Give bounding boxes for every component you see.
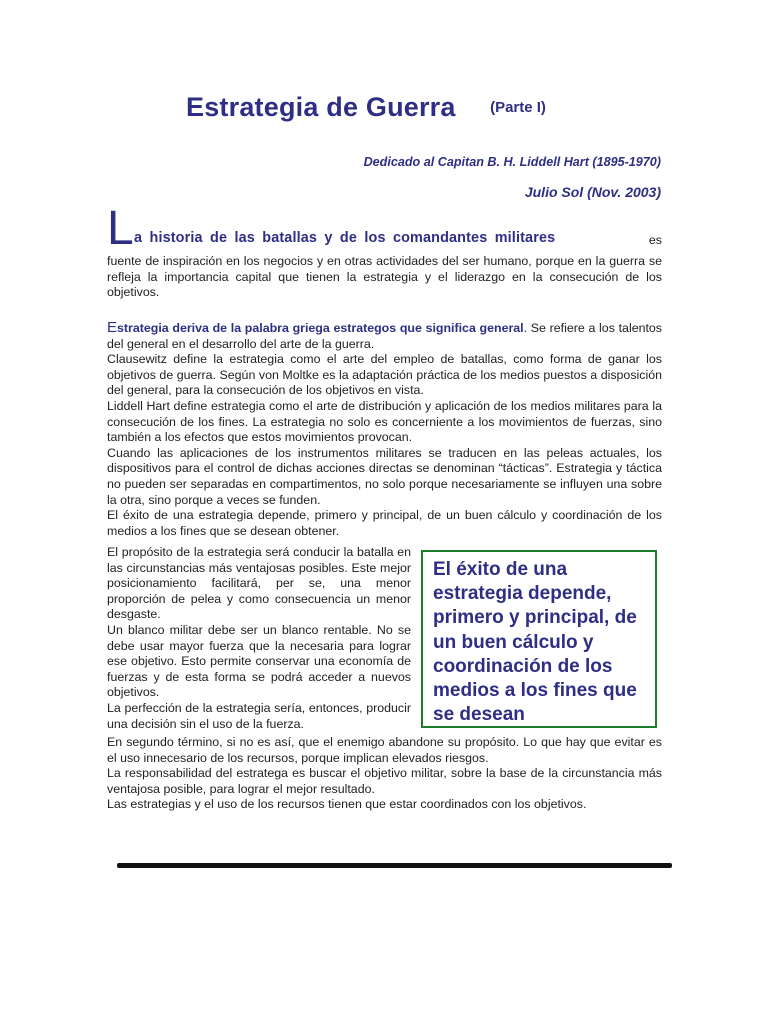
author-date: Julio Sol (Nov. 2003) <box>524 184 661 200</box>
paragraph: La responsabilidad del estratega es buscar el objetivo militar, sobre la base de la circunstancia más ventajosa posible, para lograr el mejor resultado. <box>107 766 662 796</box>
paragraph: Cuando las aplicaciones de los instrumentos militares se traducen en las peleas actuales, los dispositivos para el control de dichas acciones directas se denominan “tácticas”. Estrategia y táctica no pueden ser separadas en compartimentos, no solo porque necesariamente se influyen una sobre la otra, sino porque a veces se funden. <box>107 445 662 507</box>
intro-first-line <box>107 202 662 255</box>
title-part: (Parte I) <box>490 99 546 116</box>
intro-lead: a historia de las batallas y de los comandantes militares <box>134 230 556 246</box>
bottom-section <box>107 735 662 813</box>
left-column <box>107 545 411 732</box>
section-divider <box>117 863 672 868</box>
section-lead-bold: strategia deriva de la palabra griega estrategos que significa general <box>117 321 524 335</box>
drop-cap: L <box>107 202 134 255</box>
paragraph: Las estrategias y el uso de los recursos tienen que estar coordinados con los objetivos. <box>107 797 587 812</box>
paragraph: El éxito de una estrategia depende, primero y principal, de un buen cálculo y coordinación de los medios a los fines que se desean obtener. <box>107 508 662 538</box>
paragraph: Liddell Hart define estrategia como el arte de distribución y aplicación de los medios militares para la consecución de los fines. La estrategia no solo es concerniente a los movimientos de fuerzas, sino también a los efectos que estos movimientos provocan. <box>107 398 662 445</box>
pull-quote: El éxito de una estrategia depende, primero y principal, de un buen cálculo y coordinación de los medios a los fines que se desean <box>433 559 637 726</box>
paragraph: En segundo término, si no es así, que el enemigo abandone su propósito. Lo que hay que evitar es el uso innecesario de los recursos, porque implican elevados riesgos. <box>107 735 662 765</box>
paragraph: El propósito de la estrategia será conducir la batalla en las circunstancias más ventajosas posibles. Este mejor posicionamiento facilitará, per se, una menor proporción de pelea y como consecuencia un menor desgaste. <box>107 545 411 622</box>
intro-paragraph: fuente de inspiración en los negocios y en otras actividades del ser humano, porque en la guerra se refleja la importancia capital que tienen la estrategia y el liderazgo en la consecución de los objetivos. <box>107 254 662 300</box>
section-lead-cap: E <box>107 319 118 336</box>
paragraph: Clausewitz define la estrategia como el arte del empleo de batallas, como forma de ganar los objetivos de guerra. Según von Moltke es la adaptación práctica de los medios puestos a disposición del general, para la consecución de los objetivos en vista. <box>107 352 662 398</box>
paragraph: La perfección de la estrategia sería, entonces, producir una decisión sin el uso de la fuerza. <box>107 700 411 731</box>
pull-quote-box <box>421 550 657 728</box>
strategy-section <box>107 320 662 539</box>
page-title: Estrategia de Guerra <box>186 92 456 122</box>
paragraph-text: . Se refiere a los talentos del general en el desarrollo del arte de la guerra. <box>107 321 663 351</box>
dedication: Dedicado al Capitan B. H. Liddell Hart (1895-1970) <box>363 155 661 169</box>
paragraph: Un blanco militar debe ser un blanco rentable. No se debe usar mayor fuerza que la necesaria para lograr ese objetivo. Esto permite conservar una economía de fuerzas y de esta forma se podrá acceder a nuevos objetivos. <box>107 622 411 700</box>
intro-lead-tail: es <box>648 233 662 247</box>
paragraph <box>107 320 662 352</box>
title-row <box>186 92 546 123</box>
